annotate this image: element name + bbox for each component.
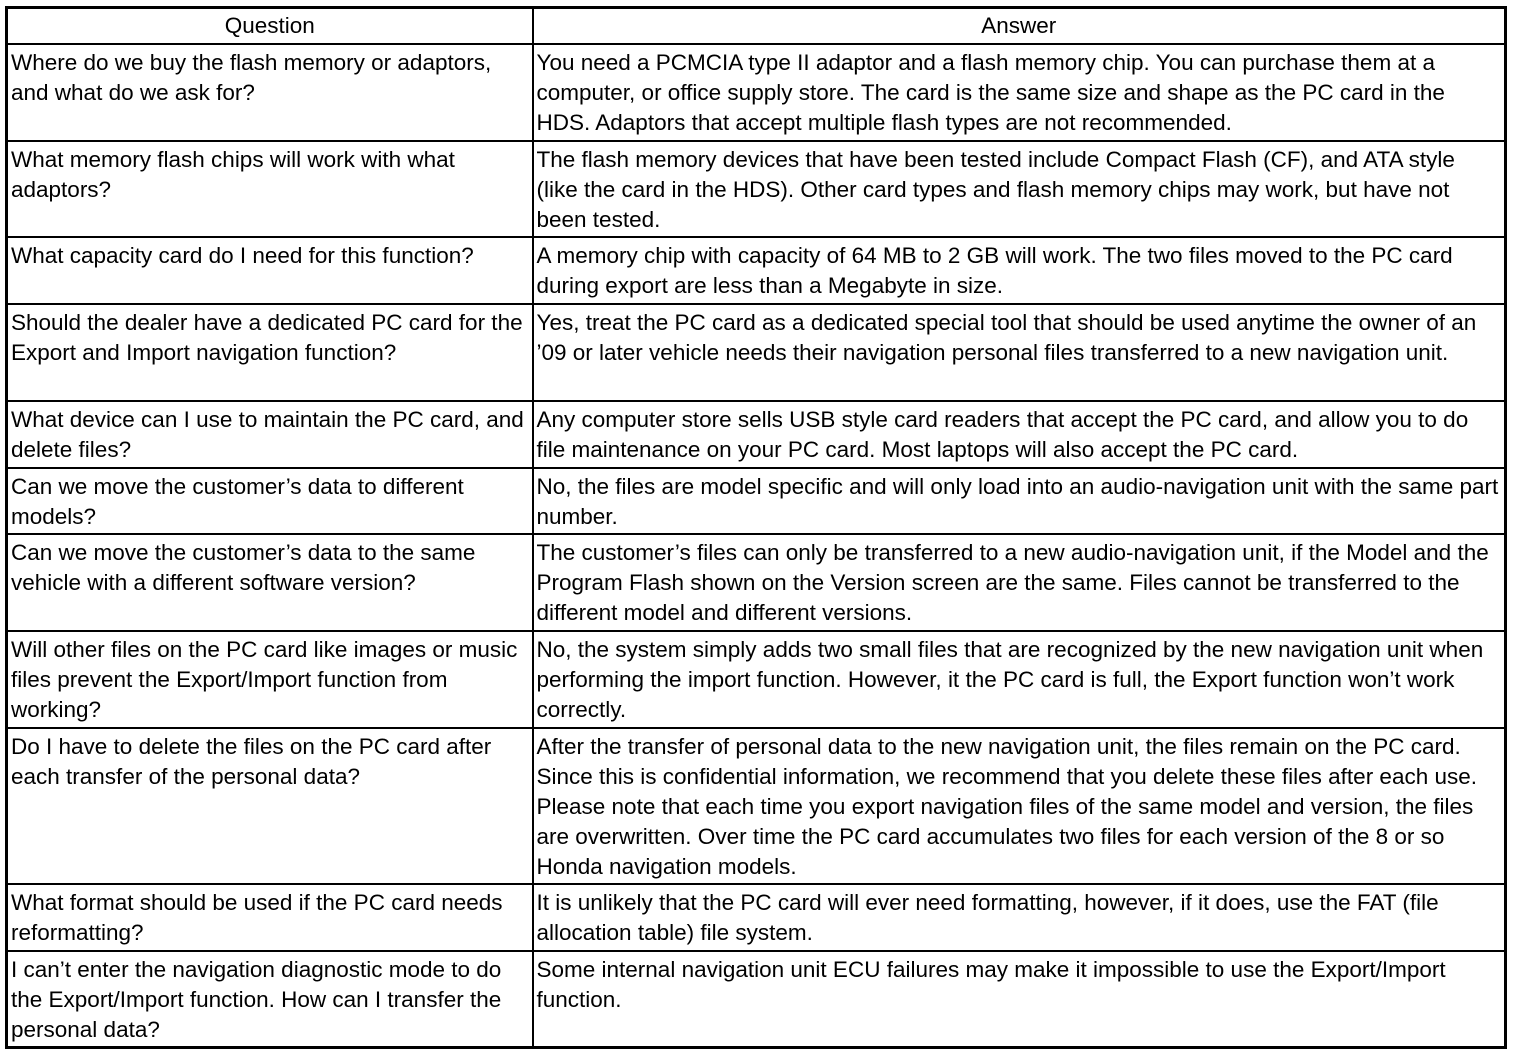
- faq-row: [7, 468, 1506, 534]
- faq-row: [7, 401, 1506, 468]
- question-cell: Where do we buy the flash memory or adaptors, and what do we ask for?: [7, 44, 533, 141]
- question-cell: Do I have to delete the files on the PC card after each transfer of the personal data?: [7, 728, 533, 884]
- faq-row: [7, 728, 1506, 884]
- faq-row: [7, 237, 1506, 304]
- question-column-header: Question: [7, 8, 533, 45]
- answer-cell: A memory chip with capacity of 64 MB to 2 GB will work. The two files moved to the PC card during export are less than a Megabyte in size.: [533, 237, 1506, 304]
- header-row: [7, 8, 1506, 45]
- answer-cell: You need a PCMCIA type II adaptor and a flash memory chip. You can purchase them at a computer, or office supply store. The card is the same size and shape as the PC card in the HDS. Adaptors that accept multiple flash types are not recommended.: [533, 44, 1506, 141]
- question-cell: I can’t enter the navigation diagnostic mode to do the Export/Import function. How can I transfer the personal data?: [7, 951, 533, 1047]
- answer-cell: Some internal navigation unit ECU failures may make it impossible to use the Export/Import function.: [533, 951, 1506, 1047]
- answer-cell: After the transfer of personal data to the new navigation unit, the files remain on the PC card. Since this is confidential information, we recommend that you delete these files after each use. Please note that each time you export navigation files of the same model and version, the files are overwritten. Over time the PC card accumulates two files for each version of the 8 or so Honda navigation models.: [533, 728, 1506, 884]
- faq-row: [7, 304, 1506, 401]
- faq-row: [7, 951, 1506, 1047]
- answer-cell: Any computer store sells USB style card readers that accept the PC card, and allow you to do file maintenance on your PC card. Most laptops will also accept the PC card.: [533, 401, 1506, 468]
- question-cell: What capacity card do I need for this function?: [7, 237, 533, 304]
- answer-column-header: Answer: [533, 8, 1506, 45]
- question-cell: What device can I use to maintain the PC card, and delete files?: [7, 401, 533, 468]
- answer-cell: The flash memory devices that have been tested include Compact Flash (CF), and ATA style (like the card in the HDS). Other card types and flash memory chips may work, but have not been tested.: [533, 141, 1506, 237]
- question-cell: Can we move the customer’s data to the same vehicle with a different software version?: [7, 534, 533, 631]
- question-cell: Should the dealer have a dedicated PC card for the Export and Import navigation function?: [7, 304, 533, 401]
- faq-row: [7, 534, 1506, 631]
- faq-row: [7, 631, 1506, 728]
- faq-row: [7, 141, 1506, 237]
- answer-cell: The customer’s files can only be transferred to a new audio-navigation unit, if the Model and the Program Flash shown on the Version screen are the same. Files cannot be transferred to the different model and different versions.: [533, 534, 1506, 631]
- answer-cell: It is unlikely that the PC card will ever need formatting, however, if it does, use the FAT (file allocation table) file system.: [533, 884, 1506, 951]
- question-cell: What format should be used if the PC card needs reformatting?: [7, 884, 533, 951]
- answer-cell: No, the files are model specific and will only load into an audio-navigation unit with the same part number.: [533, 468, 1506, 534]
- question-cell: What memory flash chips will work with what adaptors?: [7, 141, 533, 237]
- answer-cell: No, the system simply adds two small files that are recognized by the new navigation unit when performing the import function. However, it the PC card is full, the Export function won’t work correctly.: [533, 631, 1506, 728]
- answer-cell: Yes, treat the PC card as a dedicated special tool that should be used anytime the owner of an ’09 or later vehicle needs their navigation personal files transferred to a new navigation unit.: [533, 304, 1506, 401]
- question-cell: Can we move the customer’s data to different models?: [7, 468, 533, 534]
- question-cell: Will other files on the PC card like images or music files prevent the Export/Import function from working?: [7, 631, 533, 728]
- faq-row: [7, 884, 1506, 951]
- faq-row: [7, 44, 1506, 141]
- faq-table: [5, 6, 1507, 1049]
